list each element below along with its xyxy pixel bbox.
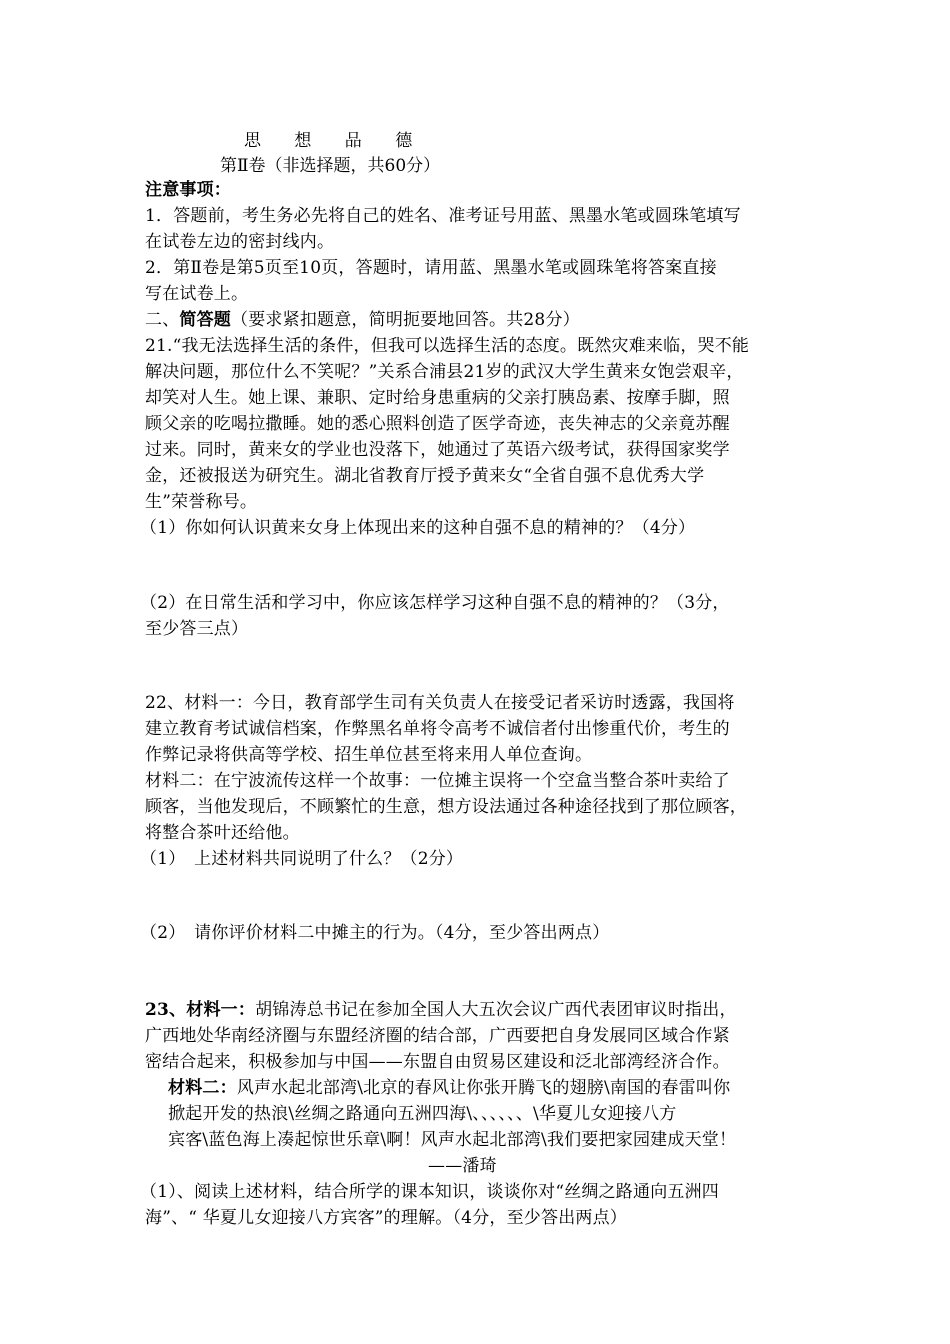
q23-signature: ——潘琦 xyxy=(428,1156,497,1176)
notice-item-1-line-2: 在试卷左边的密封线内。 xyxy=(145,232,335,252)
q22-line-4: 材料二：在宁波流传这样一个故事：一位摊主误将一个空盒当整合茶叶卖给了 xyxy=(145,771,730,791)
q21-sub-2-line-2: 至少答三点） xyxy=(145,619,249,639)
q21-line-4: 顾父亲的吃喝拉撒睡。她的悉心照料创造了医学奇迹，丧失神志的父亲竟苏醒 xyxy=(145,414,730,434)
section-2-note: （要求紧扣题意，简明扼要地回答。共28分） xyxy=(231,310,580,330)
q22-line-6: 将整合茶叶还给他。 xyxy=(145,823,300,843)
notice-item-2-line-1: 2．第Ⅱ卷是第5页至10页，答题时，请用蓝、黑墨水笔或圆珠笔将答案直接 xyxy=(145,258,717,278)
q22-line-1: 22、材料一：今日，教育部学生司有关负责人在接受记者采访时透露，我国将 xyxy=(145,693,735,713)
q21-line-6: 金，还被报送为研究生。湖北省教育厅授予黄来女“全省自强不息优秀大学 xyxy=(145,466,705,486)
q22-line-3: 作弊记录将供高等学校、招生单位甚至将来用人单位查询。 xyxy=(145,745,593,765)
q21-sub-1: （1）你如何认识黄来女身上体现出来的这种自强不息的精神的？（4分） xyxy=(140,518,696,538)
notice-heading: 注意事项： xyxy=(145,180,231,200)
q22-line-2: 建立教育考试诚信档案，作弊黑名单将令高考不诚信者付出惨重代价，考生的 xyxy=(145,719,730,739)
q23-sub-1-line-2: 海”、“ 华夏儿女迎接八方宾客”的理解。（4分，至少答出两点） xyxy=(145,1208,627,1228)
subject-title: 思 想 品 德 xyxy=(244,131,427,151)
q22-sub-2: （2） 请你评价材料二中摊主的行为。（4分，至少答出两点） xyxy=(140,923,610,943)
q23-material-2-label: 材料二： xyxy=(168,1078,237,1098)
q23-line-2: 广西地处华南经济圈与东盟经济圈的结合部，广西要把自身发展同区域合作紧 xyxy=(145,1026,730,1046)
section-2-prefix: 二、 xyxy=(145,310,180,330)
q22-sub-1: （1） 上述材料共同说明了什么？（2分） xyxy=(140,849,464,869)
section-2-heading xyxy=(145,307,580,333)
q21-sub-2-line-1: （2）在日常生活和学习中，你应该怎样学习这种自强不息的精神的？（3分， xyxy=(140,593,730,613)
q22-line-5: 顾客，当他发现后，不顾繁忙的生意，想方设法通过各种途径找到了那位顾客， xyxy=(145,797,747,817)
q23-material-2-line-3: 宾客\蓝色海上凑起惊世乐章\啊！风声水起北部湾\我们要把家园建成天堂！ xyxy=(168,1130,737,1150)
q23-material-1-label: 23、材料一： xyxy=(145,1000,256,1020)
notice-item-2-line-2: 写在试卷上。 xyxy=(145,284,249,304)
q23-line-1-text: 胡锦涛总书记在参加全国人大五次会议广西代表团审议时指出， xyxy=(255,1000,737,1020)
q23-material-2-line-1-text: 风声水起北部湾\北京的春风让你张开腾飞的翅膀\南国的春雷叫你 xyxy=(236,1078,731,1098)
notice-item-1-line-1: 1．答题前，考生务必先将自己的姓名、准考证号用蓝、黑墨水笔或圆珠笔填写 xyxy=(145,206,741,226)
q21-line-3: 却笑对人生。她上课、兼职、定时给身患重病的父亲打胰岛素、按摩手脚，照 xyxy=(145,388,730,408)
volume-subtitle: 第Ⅱ卷（非选择题，共60分） xyxy=(220,156,441,176)
q23-material-2-line-2: 掀起开发的热浪\丝绸之路通向五洲四海\、、、、、、\华夏儿女迎接八方 xyxy=(168,1104,677,1124)
q23-line-3: 密结合起来，积极参加与中国——东盟自由贸易区建设和泛北部湾经济合作。 xyxy=(145,1052,730,1072)
q23-sub-1-line-1: （1）、阅读上述材料，结合所学的课本知识，谈谈你对“丝绸之路通向五洲四 xyxy=(140,1182,720,1202)
q21-line-1: 21.“我无法选择生活的条件，但我可以选择生活的态度。既然灾难来临，哭不能 xyxy=(145,336,750,356)
q21-line-5: 过来。同时，黄来女的学业也没落下，她通过了英语六级考试，获得国家奖学 xyxy=(145,440,730,460)
q23-material-2-line-1 xyxy=(168,1075,730,1101)
q21-line-2: 解决问题，那位什么不笑呢？”关系合浦县21岁的武汉大学生黄来女饱尝艰辛， xyxy=(145,362,744,382)
q23-line-1 xyxy=(145,997,737,1023)
q21-line-7: 生”荣誉称号。 xyxy=(145,492,258,512)
section-2-title: 简答题 xyxy=(179,310,232,330)
